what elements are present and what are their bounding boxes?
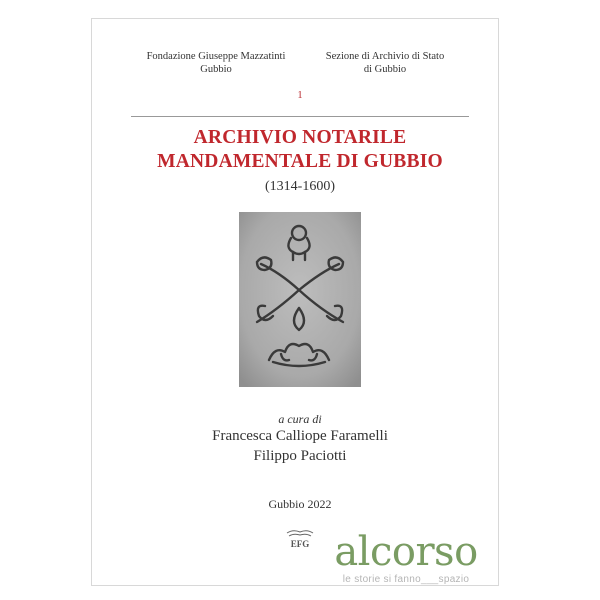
institution-right-city: di Gubbio: [363, 64, 407, 75]
curator-name-1: Francesca Calliope Faramelli: [212, 428, 388, 444]
alcorso-watermark-tagline: le storie si fanno___spazio: [342, 574, 470, 585]
edited-by-label: a cura di: [278, 412, 322, 426]
header-divider: [131, 116, 469, 117]
curator-name-2: Filippo Paciotti: [253, 448, 347, 464]
institution-left: [131, 50, 301, 76]
book-title: [100, 126, 500, 174]
institution-right-name: Sezione di Archivio di Stato: [325, 51, 445, 62]
publisher-logo: [281, 528, 319, 550]
book-title-line1: ARCHIVIO NOTARILE: [193, 127, 407, 148]
crossed-keys-emblem-image: [239, 212, 361, 387]
book-subtitle-dates: (1314-1600): [265, 179, 335, 194]
publication-place-year: Gubbio 2022: [268, 497, 332, 511]
institution-left-name: Fondazione Giuseppe Mazzatinti: [146, 51, 286, 62]
publisher-logo-text: EFG: [290, 539, 310, 549]
alcorso-watermark-logo: alcorso: [334, 529, 478, 575]
book-title-line2: MANDAMENTALE DI GUBBIO: [157, 151, 443, 172]
institution-right: [300, 50, 470, 76]
series-number: 1: [297, 90, 303, 101]
institution-left-city: Gubbio: [200, 64, 232, 75]
